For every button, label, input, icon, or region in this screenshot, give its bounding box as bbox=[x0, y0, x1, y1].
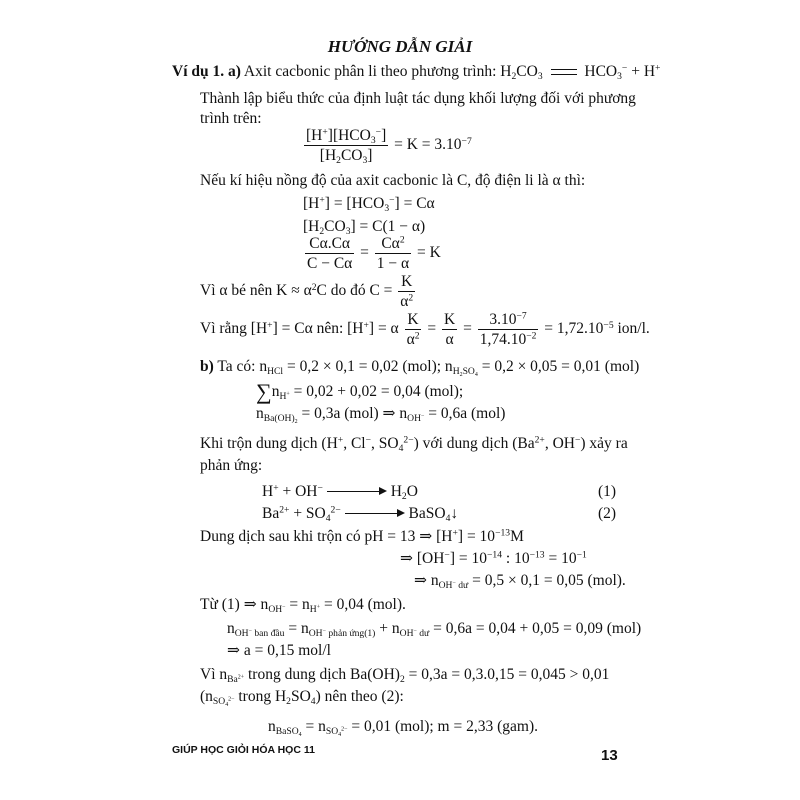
page-heading: HƯỚNG DẪN GIẢI bbox=[327, 37, 473, 56]
example-label: Ví dụ 1. a) bbox=[172, 63, 241, 80]
reaction-2-number: (2) bbox=[598, 505, 617, 522]
equation-line: $n_{BaSO_4} = n_{SO_4^{2-}} = 0,01$ (mol); m = 2,33 (gam). bbox=[268, 718, 538, 738]
equation-line: b) Ta có: $n_{HCl} = 0,2 \times 0,1 = 0,02$ (mol); $n_{H_2SO_4} = 0,2 \times 0,05 = 0,01$ (mol) bbox=[200, 358, 640, 378]
reaction-1: H+ + OH− $H_2O$ bbox=[262, 482, 418, 502]
equation-line: ⇒ $[OH^-] = 10^{-14}$ : $10^{-13} = 10^{-1}$ bbox=[400, 549, 587, 567]
text-line: Nếu kí hiệu nồng độ của axit cacbonic là C, độ điện li là α thì: bbox=[200, 172, 586, 189]
text-line: trình trên: bbox=[200, 110, 262, 127]
equilibrium-constant-expression: $\frac{[H^+][HCO_3^-]}{[H_2CO_3]}$ = $K = 3.10^{-7}$ bbox=[306, 126, 472, 166]
reaction-arrow-icon bbox=[345, 509, 405, 519]
equation-line: Vì α bé nên $K \approx \alpha^2C$ do đó C = $\frac{K}{\alpha^2}$ bbox=[200, 273, 414, 311]
text-line: Dung dịch sau khi trộn có pH = 13 ⇒ $[H^+] = 10^{-13}M$ bbox=[200, 527, 524, 545]
equation-line: $\frac{C\alpha.C\alpha}{C - C\alpha}$ = $\frac{C\alpha^2}{1 - \alpha}$ = K bbox=[307, 234, 441, 273]
equation-line: $n_{Ba(OH)_2} = 0,3a$ (mol) ⇒ $n_{OH^-} = 0,6a$ (mol) bbox=[256, 405, 506, 425]
text-line: phản ứng: bbox=[200, 457, 263, 474]
equation-line: ⇒ $n_{OH^- dư} = 0,5 \times 0,1 = 0,05$ (mol). bbox=[414, 572, 626, 591]
text-line: Khi trộn dung dịch (H+, Cl−, $SO_4^{2-}$) với dung dịch ($Ba^{2+}$, OH−) xảy ra bbox=[200, 434, 628, 454]
reaction-2: $Ba^{2+} + SO_4^{2-}$ BaSO$_4$↓ bbox=[262, 504, 459, 524]
equation-line: Vì $n_{Ba^{2+}}$ trong dung dịch $Ba(OH)_2 = 0,3a = 0,3.0,15 = 0,045 > 0,01$ bbox=[200, 666, 610, 685]
equation-line: $[H^+] = [HCO_3^-] = C\alpha$ bbox=[303, 194, 435, 214]
text-line: Thành lập biểu thức của định luật tác dụng khối lượng đối với phương bbox=[200, 90, 636, 107]
equation-line: Từ (1) ⇒ $n_{OH^-} = n_{H^+} = 0,04$ (mol). bbox=[200, 596, 406, 615]
reaction-arrow-icon bbox=[327, 487, 387, 497]
equation-line: ⇒ a = 0,15 mol/l bbox=[227, 642, 331, 659]
equation-line: $\sum n_{H^+} = 0,02 + 0,02 = 0,04$ (mol); bbox=[256, 379, 464, 404]
reaction-1-number: (1) bbox=[598, 483, 617, 500]
footer-page-number: 13 bbox=[601, 747, 618, 764]
equilibrium-arrow-icon bbox=[551, 67, 577, 77]
footer-book-title: GIÚP HỌC GIỎI HÓA HỌC 11 bbox=[172, 744, 315, 756]
equation-line: $[H_2CO_3] = C(1 - \alpha)$ bbox=[303, 218, 426, 237]
equation-line: Vì rằng [H+] = Cα nên: [H+] = α $\frac{K}{\alpha^2}$ = $\frac{K}{\alpha}$ = $\frac{3.10^{-7}}{1,74.10^{-2}}$ = $1,72.10^{-5}$ ion/l. bbox=[200, 310, 650, 349]
equation-line: $n_{OH^- ban đầu} = n_{OH^- phản ứng(1)} + n_{OH^- dư} = 0,6a = 0,04 + 0,05 = 0,09$ (mol) bbox=[227, 620, 642, 639]
line-ionization-equation: Ví dụ 1. a) Axit cacbonic phân li theo phương trình: $H_2CO_3$ $HCO_3^- + H^+$ bbox=[172, 62, 661, 82]
equation-line: ($n_{SO_4^{2-}}$ trong $H_2SO_4$) nên theo (2): bbox=[200, 688, 404, 708]
